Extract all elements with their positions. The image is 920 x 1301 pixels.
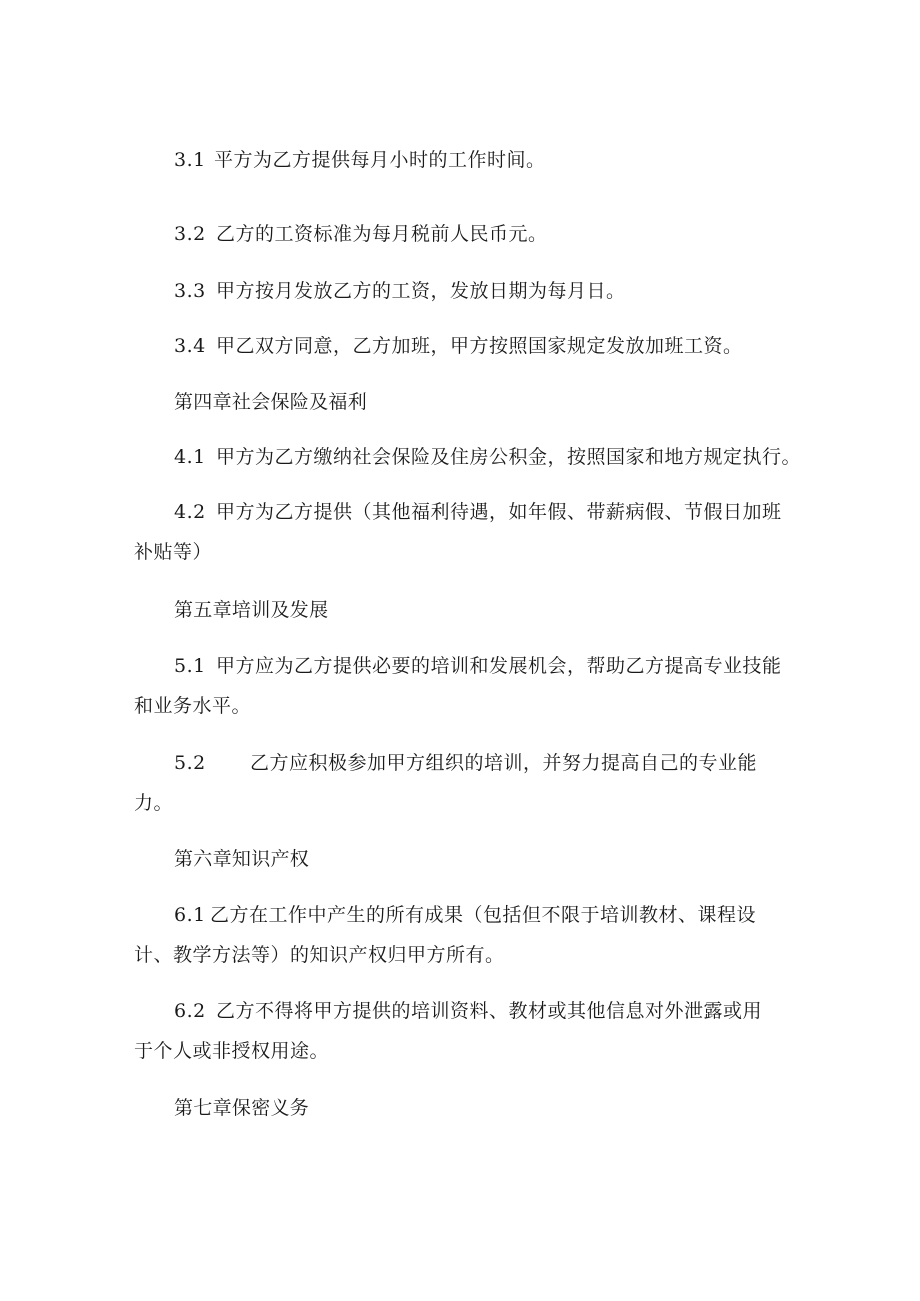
clause-6-2	[174, 999, 762, 1023]
clause-4-2-cont: 补贴等）	[134, 541, 213, 563]
clause-text: 平方为乙方提供每月小时的工作时间。	[214, 149, 546, 171]
clause-5-1-cont: 和业务水平。	[134, 695, 252, 717]
clause-text: 甲方为乙方提供（其他福利待遇，如年假、带薪病假、节假日加班	[216, 501, 782, 523]
clause-text: 乙方的工资标准为每月税前人民币元。	[216, 223, 548, 245]
chapter-5-heading: 第五章培训及发展	[174, 599, 329, 621]
clause-number: 3.2	[174, 223, 206, 245]
clause-text: 甲方按月发放乙方的工资，发放日期为每月日。	[216, 280, 626, 302]
clause-5-2	[174, 751, 757, 775]
clause-text: 乙方应积极参加甲方组织的培训，并努力提高自己的专业能	[250, 752, 758, 774]
clause-number: 3.4	[174, 335, 206, 357]
clause-6-1-cont: 计、教学方法等）的知识产权归甲方所有。	[134, 944, 505, 966]
clause-5-2-cont: 力。	[134, 792, 174, 814]
clause-text: 乙方在工作中产生的所有成果（包括但不限于培训教材、课程设	[210, 904, 757, 926]
clause-6-2-cont: 于个人或非授权用途。	[134, 1040, 330, 1062]
clause-number: 5.2	[174, 752, 206, 774]
clause-3-4	[174, 334, 743, 358]
clause-4-1	[174, 445, 801, 469]
clause-text: 甲方应为乙方提供必要的培训和发展机会，帮助乙方提高专业技能	[216, 655, 782, 677]
clause-number: 6.2	[174, 1000, 206, 1022]
clause-text: 甲方为乙方缴纳社会保险及住房公积金，按照国家和地方规定执行。	[216, 446, 802, 468]
clause-text: 乙方不得将甲方提供的培训资料、教材或其他信息对外泄露或用	[216, 1000, 763, 1022]
clause-3-2	[174, 222, 548, 246]
clause-text: 甲乙双方同意，乙方加班，甲方按照国家规定发放加班工资。	[216, 335, 743, 357]
clause-4-2	[174, 500, 782, 524]
chapter-4-heading: 第四章社会保险及福利	[174, 391, 368, 413]
clause-number: 3.3	[174, 280, 206, 302]
clause-3-1	[174, 148, 546, 172]
clause-number: 4.2	[174, 501, 206, 523]
clause-number: 4.1	[174, 446, 206, 468]
chapter-7-heading: 第七章保密义务	[174, 1097, 310, 1119]
clause-number: 5.1	[174, 655, 206, 677]
clause-3-3	[174, 279, 626, 303]
clause-6-1	[174, 903, 756, 927]
clause-number: 6.1	[174, 904, 206, 926]
clause-number: 3.1	[174, 149, 206, 171]
clause-5-1	[174, 654, 782, 678]
chapter-6-heading: 第六章知识产权	[174, 848, 310, 870]
